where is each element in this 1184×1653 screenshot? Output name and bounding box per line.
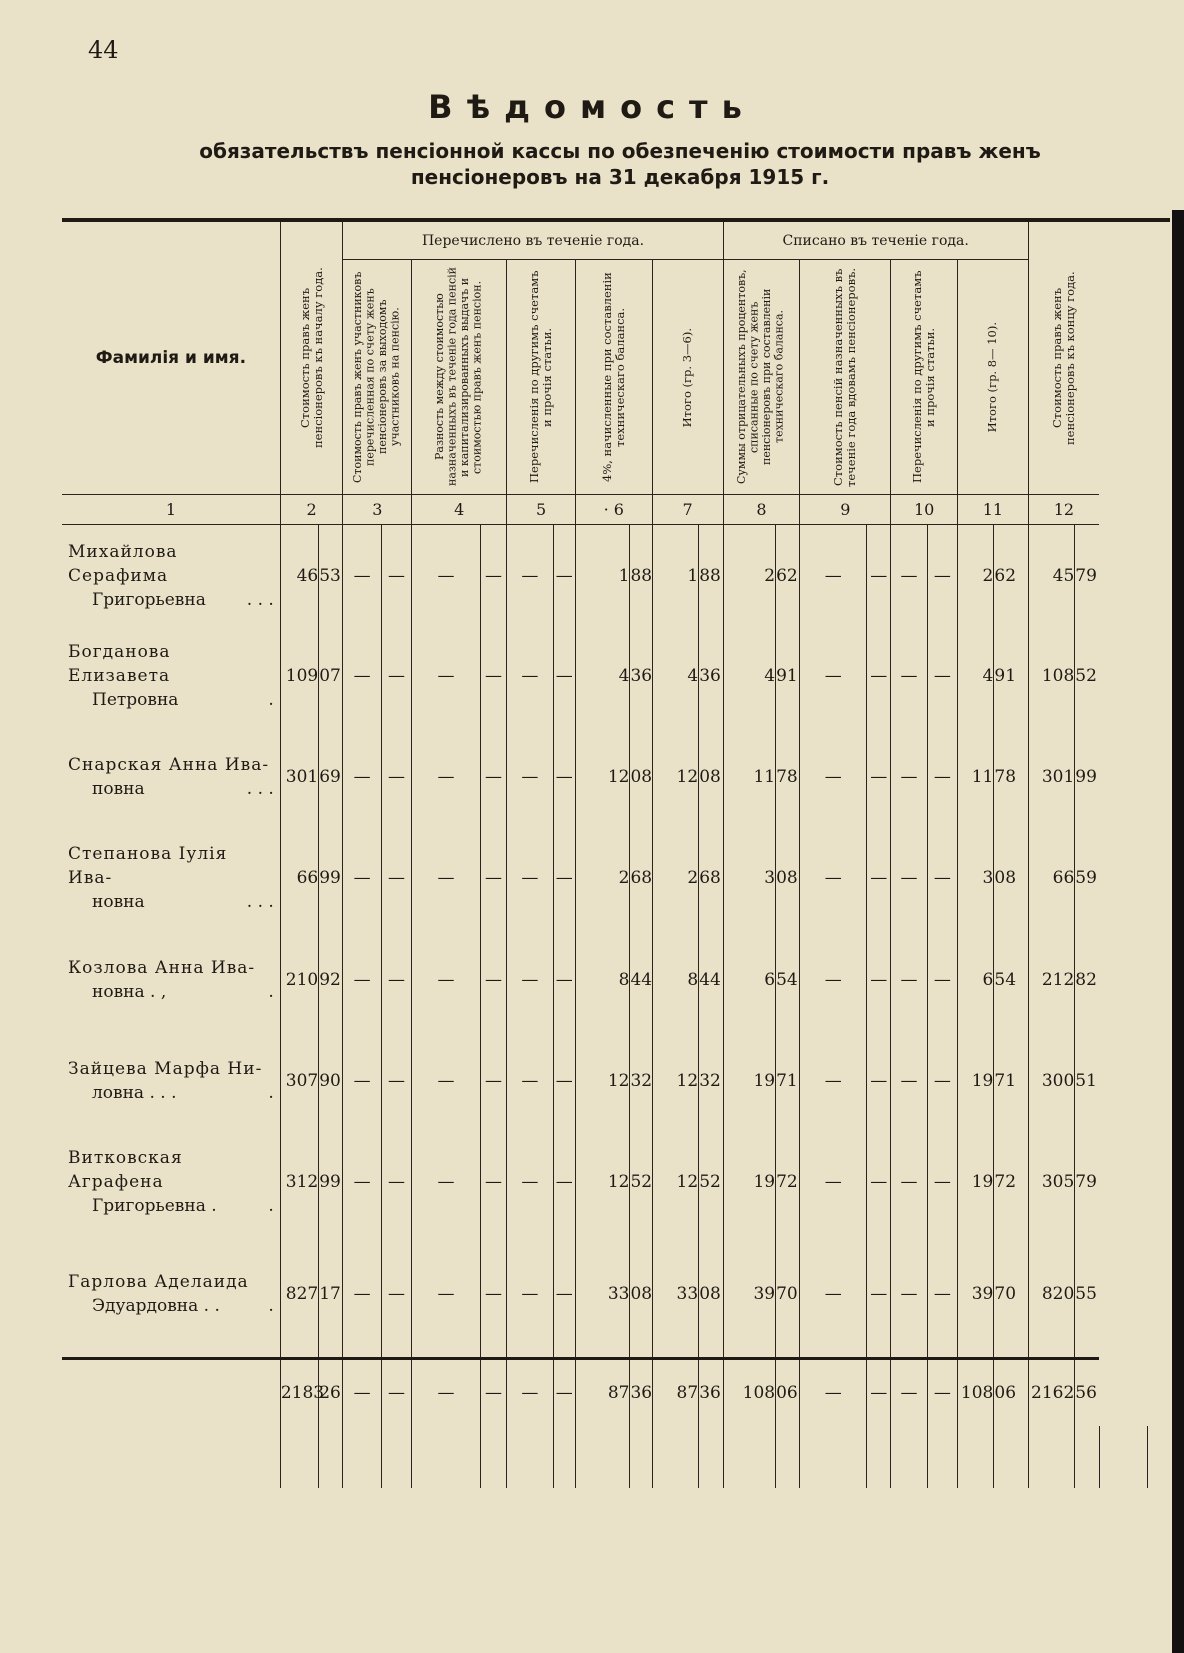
patronymic-line: Петровна xyxy=(92,690,179,711)
col12-rubles: 108 xyxy=(1028,626,1074,727)
dash-cell: — xyxy=(927,1358,957,1426)
leader-dots: . xyxy=(268,1296,274,1317)
col2-kopecks: 99 xyxy=(319,1131,343,1232)
col7-kopecks: 68 xyxy=(699,828,723,929)
col11-kopecks: 70 xyxy=(994,1232,1028,1358)
dash-cell: — xyxy=(927,626,957,727)
col11-kopecks: 62 xyxy=(994,525,1028,626)
surname-line: Снарская Анна Ива- xyxy=(68,755,270,776)
col12-rubles: 212 xyxy=(1028,929,1074,1030)
col6-kopecks: 52 xyxy=(630,1131,652,1232)
col2-rubles: 312 xyxy=(280,1131,318,1232)
col-number: 3 xyxy=(343,495,412,525)
col-number: 5 xyxy=(507,495,576,525)
dash-cell: — xyxy=(927,1232,957,1358)
col12-kopecks: 59 xyxy=(1075,828,1099,929)
dash-cell: — xyxy=(867,1232,891,1358)
col6-rubles: 12 xyxy=(575,1131,630,1232)
col7-rubles: 87 xyxy=(652,1358,698,1426)
col-number: 7 xyxy=(652,495,723,525)
dash-cell: — xyxy=(800,828,867,929)
col6-kopecks: 32 xyxy=(630,1030,652,1131)
person-name xyxy=(62,1232,280,1358)
col-number: 8 xyxy=(723,495,800,525)
col12-rubles: 300 xyxy=(1028,1030,1074,1131)
col7-kopecks: 36 xyxy=(699,626,723,727)
leader-dots: . xyxy=(268,690,274,711)
dash-cell: — xyxy=(553,1232,575,1358)
col2-kopecks: 69 xyxy=(319,727,343,828)
col7-kopecks: 88 xyxy=(699,525,723,626)
col8-kopecks: 54 xyxy=(776,929,800,1030)
dash-cell: — xyxy=(480,1131,506,1232)
dash-cell: — xyxy=(343,1030,381,1131)
table-row xyxy=(62,727,1170,828)
dash-cell: — xyxy=(800,727,867,828)
patronymic-line: ловна . . . xyxy=(92,1082,177,1103)
col7-rubles: 12 xyxy=(652,1030,698,1131)
col-number: 9 xyxy=(800,495,891,525)
dash-cell: — xyxy=(507,626,553,727)
col12-rubles: 45 xyxy=(1028,525,1074,626)
col12-rubles: 2162 xyxy=(1028,1358,1074,1426)
dash-cell: — xyxy=(480,727,506,828)
col-number: 11 xyxy=(958,495,1029,525)
col9-header: Стоимость пенсій назначенныхъ въ теченіе года вдовамъ пенсіонеровъ. xyxy=(800,260,891,495)
col11-header: Итого (гр. 8— 10). xyxy=(958,260,1029,495)
col3-header: Стоимость правъ женъ участниковъ перечисленная по счету женъ пенсіонеровъ за выходомъ участниковъ на пенсію. xyxy=(343,260,412,495)
col6-kopecks: 44 xyxy=(630,929,652,1030)
dash-cell: — xyxy=(800,1358,867,1426)
surname-line: Козлова Анна Ива- xyxy=(68,957,256,978)
dash-cell: — xyxy=(867,626,891,727)
dash-cell: — xyxy=(927,828,957,929)
col12-kopecks: 56 xyxy=(1075,1358,1099,1426)
table-row xyxy=(62,1131,1170,1232)
dash-cell: — xyxy=(412,727,481,828)
dash-cell: — xyxy=(507,1030,553,1131)
patronymic-line: новна xyxy=(92,892,145,913)
col7-kopecks: 08 xyxy=(699,1232,723,1358)
dash-cell: — xyxy=(891,1358,927,1426)
totals-row xyxy=(62,1358,1170,1426)
col2-rubles: 307 xyxy=(280,1030,318,1131)
col7-kopecks: 08 xyxy=(699,727,723,828)
dash-cell: — xyxy=(507,1358,553,1426)
col11-kopecks: 72 xyxy=(994,1131,1028,1232)
surname-line: Витковская Аграфена xyxy=(68,1147,183,1192)
col12-rubles: 66 xyxy=(1028,828,1074,929)
col7-kopecks: 32 xyxy=(699,1030,723,1131)
dash-cell: — xyxy=(381,525,411,626)
col8-rubles: 19 xyxy=(723,1030,776,1131)
col6-rubles: 4 xyxy=(575,626,630,727)
dash-cell: — xyxy=(412,1131,481,1232)
dash-cell: — xyxy=(381,727,411,828)
col4-header: Разность между стоимостью назначенныхъ въ теченіе года пенсій и капитализированныхъ выдачъ и стоимостью правъ женъ пенсіон. xyxy=(412,260,507,495)
col10-header: Перечисленія по другимъ счетамъ и прочія статьи. xyxy=(891,260,958,495)
col7-kopecks: 44 xyxy=(699,929,723,1030)
col12-kopecks: 52 xyxy=(1075,626,1099,727)
dash-cell: — xyxy=(891,626,927,727)
dash-cell: — xyxy=(867,1131,891,1232)
col12-kopecks: 99 xyxy=(1075,727,1099,828)
col6-rubles: 12 xyxy=(575,1030,630,1131)
dash-cell: — xyxy=(867,727,891,828)
table-row xyxy=(62,626,1170,727)
dash-cell: — xyxy=(891,929,927,1030)
dash-cell: — xyxy=(553,1358,575,1426)
dash-cell: — xyxy=(507,525,553,626)
patronymic-line: Эдуардовна . . xyxy=(92,1296,220,1317)
col-number: 4 xyxy=(412,495,507,525)
col6-kopecks: 36 xyxy=(630,626,652,727)
total-label-cell xyxy=(62,1358,280,1426)
col8-kopecks: 62 xyxy=(776,525,800,626)
col12-kopecks: 82 xyxy=(1075,929,1099,1030)
page-edge-shadow xyxy=(1172,210,1184,1653)
col6-kopecks: 36 xyxy=(630,1358,652,1426)
col11-rubles: 19 xyxy=(958,1030,994,1131)
col-number: 1 xyxy=(62,495,280,525)
col8-rubles: 4 xyxy=(723,626,776,727)
dash-cell: — xyxy=(800,929,867,1030)
col11-kopecks: 08 xyxy=(994,828,1028,929)
dash-cell: — xyxy=(480,626,506,727)
person-name xyxy=(62,1030,280,1131)
patronymic-line: повна xyxy=(92,779,145,800)
col7-kopecks: 36 xyxy=(699,1358,723,1426)
dash-cell: — xyxy=(891,1030,927,1131)
dash-cell: — xyxy=(412,828,481,929)
col7-rubles: 12 xyxy=(652,1131,698,1232)
col2-kopecks: 92 xyxy=(319,929,343,1030)
col11-rubles: 6 xyxy=(958,929,994,1030)
surname-line: Зайцева Марфа Ни- xyxy=(68,1058,263,1079)
col6-rubles: 12 xyxy=(575,727,630,828)
dash-cell: — xyxy=(480,1030,506,1131)
col8-rubles: 11 xyxy=(723,727,776,828)
dash-cell: — xyxy=(800,1232,867,1358)
dash-cell: — xyxy=(507,828,553,929)
dash-cell: — xyxy=(343,1232,381,1358)
dash-cell: — xyxy=(867,828,891,929)
col2-kopecks: 07 xyxy=(319,626,343,727)
document-title: Вѣдомость xyxy=(428,88,756,126)
dash-cell: — xyxy=(553,525,575,626)
dash-cell: — xyxy=(927,727,957,828)
col2-rubles: 210 xyxy=(280,929,318,1030)
person-name xyxy=(62,1131,280,1232)
leader-dots: . . . xyxy=(246,892,274,913)
col8-header: Суммы отрицательныхъ процентовъ, списанные по счету женъ пенсіонеровъ при составленіи техническаго баланса. xyxy=(723,260,800,495)
col8-kopecks: 91 xyxy=(776,626,800,727)
col2-rubles: 301 xyxy=(280,727,318,828)
dash-cell: — xyxy=(800,525,867,626)
dash-cell: — xyxy=(343,525,381,626)
person-name xyxy=(62,626,280,727)
dash-cell: — xyxy=(553,1030,575,1131)
dash-cell: — xyxy=(553,929,575,1030)
dash-cell: — xyxy=(891,525,927,626)
dash-cell: — xyxy=(412,1232,481,1358)
name-column-header: Фамилія и имя. xyxy=(62,220,280,495)
leader-dots: . . . xyxy=(246,779,274,800)
table-row xyxy=(62,929,1170,1030)
col7-rubles: 2 xyxy=(652,828,698,929)
col8-kopecks: 71 xyxy=(776,1030,800,1131)
col2-rubles: 827 xyxy=(280,1232,318,1358)
col8-rubles: 2 xyxy=(723,525,776,626)
col11-rubles: 3 xyxy=(958,828,994,929)
col6-kopecks: 68 xyxy=(630,828,652,929)
dash-cell: — xyxy=(480,1358,506,1426)
col11-rubles: 108 xyxy=(958,1358,994,1426)
dash-cell: — xyxy=(507,929,553,1030)
col6-rubles: 8 xyxy=(575,929,630,1030)
col6-rubles: 2 xyxy=(575,828,630,929)
col8-kopecks: 06 xyxy=(776,1358,800,1426)
col6-kopecks: 08 xyxy=(630,727,652,828)
col12-kopecks: 79 xyxy=(1075,525,1099,626)
leader-dots: . xyxy=(268,1195,274,1216)
dash-cell: — xyxy=(507,1232,553,1358)
col11-kopecks: 71 xyxy=(994,1030,1028,1131)
page-number: 44 xyxy=(88,36,119,64)
col-number: 2 xyxy=(280,495,343,525)
dash-cell: — xyxy=(553,626,575,727)
col7-rubles: 4 xyxy=(652,626,698,727)
col7-rubles: 33 xyxy=(652,1232,698,1358)
dash-cell: — xyxy=(800,1131,867,1232)
col8-rubles: 108 xyxy=(723,1358,776,1426)
dash-cell: — xyxy=(891,727,927,828)
leader-dots: . . . xyxy=(246,589,274,610)
col11-rubles: 39 xyxy=(958,1232,994,1358)
col6-rubles: 87 xyxy=(575,1358,630,1426)
dash-cell: — xyxy=(891,1232,927,1358)
dash-cell: — xyxy=(800,626,867,727)
col11-rubles: 4 xyxy=(958,626,994,727)
surname-line: Гарлова Аделаида xyxy=(68,1272,249,1293)
col7-kopecks: 52 xyxy=(699,1131,723,1232)
col-number: 12 xyxy=(1028,495,1099,525)
dash-cell: — xyxy=(480,525,506,626)
dash-cell: — xyxy=(381,626,411,727)
col8-kopecks: 08 xyxy=(776,828,800,929)
dash-cell: — xyxy=(507,1131,553,1232)
dash-cell: — xyxy=(553,727,575,828)
dash-cell: — xyxy=(927,525,957,626)
dash-cell: — xyxy=(927,1030,957,1131)
col11-kopecks: 06 xyxy=(994,1358,1028,1426)
dash-cell: — xyxy=(927,1131,957,1232)
col11-rubles: 11 xyxy=(958,727,994,828)
col11-kopecks: 54 xyxy=(994,929,1028,1030)
dash-cell: — xyxy=(800,1030,867,1131)
col12-header: Стоимость правъ женъ пенсіонеровъ къ концу года. xyxy=(1028,220,1099,495)
dash-cell: — xyxy=(891,1131,927,1232)
col6-rubles: 33 xyxy=(575,1232,630,1358)
col5-header: Перечисленія по другимъ счетамъ и прочія статьи. xyxy=(507,260,576,495)
col2-kopecks: 90 xyxy=(319,1030,343,1131)
dash-cell: — xyxy=(412,525,481,626)
col2-header: Стоимость правъ женъ пенсіонеровъ къ началу года. xyxy=(280,220,343,495)
written-off-group-header: Списано въ теченіе года. xyxy=(723,220,1028,260)
table-row xyxy=(62,828,1170,929)
col2-rubles: 109 xyxy=(280,626,318,727)
dash-cell: — xyxy=(343,929,381,1030)
dash-cell: — xyxy=(412,1030,481,1131)
dash-cell: — xyxy=(343,1358,381,1426)
person-name xyxy=(62,727,280,828)
dash-cell: — xyxy=(891,828,927,929)
table-row xyxy=(62,1232,1170,1358)
col7-rubles: 12 xyxy=(652,727,698,828)
col8-rubles: 19 xyxy=(723,1131,776,1232)
col8-kopecks: 72 xyxy=(776,1131,800,1232)
dash-cell: — xyxy=(412,1358,481,1426)
table-row xyxy=(62,525,1170,626)
col12-rubles: 305 xyxy=(1028,1131,1074,1232)
col12-kopecks: 55 xyxy=(1075,1232,1099,1358)
leader-dots: . xyxy=(268,981,274,1002)
person-name xyxy=(62,525,280,626)
col11-rubles: 19 xyxy=(958,1131,994,1232)
col-number: · 6 xyxy=(575,495,652,525)
table-bottom-spacer xyxy=(62,1426,1170,1488)
ledger-table xyxy=(62,218,1170,1488)
dash-cell: — xyxy=(553,1131,575,1232)
col12-kopecks: 79 xyxy=(1075,1131,1099,1232)
col2-rubles: 2183 xyxy=(280,1358,318,1426)
transferred-group-header: Перечислено въ теченіе года. xyxy=(343,220,723,260)
person-name xyxy=(62,929,280,1030)
dash-cell: — xyxy=(867,525,891,626)
dash-cell: — xyxy=(381,1131,411,1232)
surname-line: Михайлова Серафима xyxy=(68,541,178,586)
col2-kopecks: 26 xyxy=(319,1358,343,1426)
col6-header: 4%, начисленные при составленіи техническаго баланса. xyxy=(575,260,652,495)
document-subtitle: обязательствъ пенсіонной кассы по обезпеченію стоимости правъ женъ пенсіонеровъ на 31 декабря 1915 г. xyxy=(199,139,1041,189)
patronymic-line: Григорьевна xyxy=(92,589,206,610)
dash-cell: — xyxy=(867,1030,891,1131)
dash-cell: — xyxy=(343,1131,381,1232)
dash-cell: — xyxy=(480,828,506,929)
dash-cell: — xyxy=(381,1030,411,1131)
leader-dots: . xyxy=(268,1082,274,1103)
col2-rubles: 66 xyxy=(280,828,318,929)
dash-cell: — xyxy=(381,1232,411,1358)
dash-cell: — xyxy=(553,828,575,929)
col2-rubles: 46 xyxy=(280,525,318,626)
dash-cell: — xyxy=(507,727,553,828)
col2-kopecks: 53 xyxy=(319,525,343,626)
col-number: 10 xyxy=(891,495,958,525)
col6-kopecks: 88 xyxy=(630,525,652,626)
patronymic-line: новна . , xyxy=(92,981,167,1002)
col2-kopecks: 99 xyxy=(319,828,343,929)
col12-kopecks: 51 xyxy=(1075,1030,1099,1131)
dash-cell: — xyxy=(867,1358,891,1426)
dash-cell: — xyxy=(343,626,381,727)
col8-rubles: 3 xyxy=(723,828,776,929)
col11-kopecks: 78 xyxy=(994,727,1028,828)
surname-line: Богданова Елизавета xyxy=(68,642,171,687)
dash-cell: — xyxy=(412,626,481,727)
dash-cell: — xyxy=(381,929,411,1030)
dash-cell: — xyxy=(343,828,381,929)
person-name xyxy=(62,828,280,929)
col6-kopecks: 08 xyxy=(630,1232,652,1358)
col2-kopecks: 17 xyxy=(319,1232,343,1358)
dash-cell: — xyxy=(480,1232,506,1358)
col11-kopecks: 91 xyxy=(994,626,1028,727)
col12-rubles: 820 xyxy=(1028,1232,1074,1358)
dash-cell: — xyxy=(412,929,481,1030)
surname-line: Степанова Іулія Ива- xyxy=(68,844,228,889)
col7-header: Итого (гр. 3—6). xyxy=(652,260,723,495)
col7-rubles: 8 xyxy=(652,929,698,1030)
col7-rubles: 1 xyxy=(652,525,698,626)
dash-cell: — xyxy=(867,929,891,1030)
dash-cell: — xyxy=(381,1358,411,1426)
col11-rubles: 2 xyxy=(958,525,994,626)
column-numbers-row xyxy=(62,495,1170,525)
dash-cell: — xyxy=(381,828,411,929)
col8-rubles: 6 xyxy=(723,929,776,1030)
dash-cell: — xyxy=(927,929,957,1030)
dash-cell: — xyxy=(343,727,381,828)
col12-rubles: 301 xyxy=(1028,727,1074,828)
table-row xyxy=(62,1030,1170,1131)
col8-kopecks: 70 xyxy=(776,1232,800,1358)
patronymic-line: Григорьевна . xyxy=(92,1195,217,1216)
col8-rubles: 39 xyxy=(723,1232,776,1358)
dash-cell: — xyxy=(480,929,506,1030)
col8-kopecks: 78 xyxy=(776,727,800,828)
col6-rubles: 1 xyxy=(575,525,630,626)
